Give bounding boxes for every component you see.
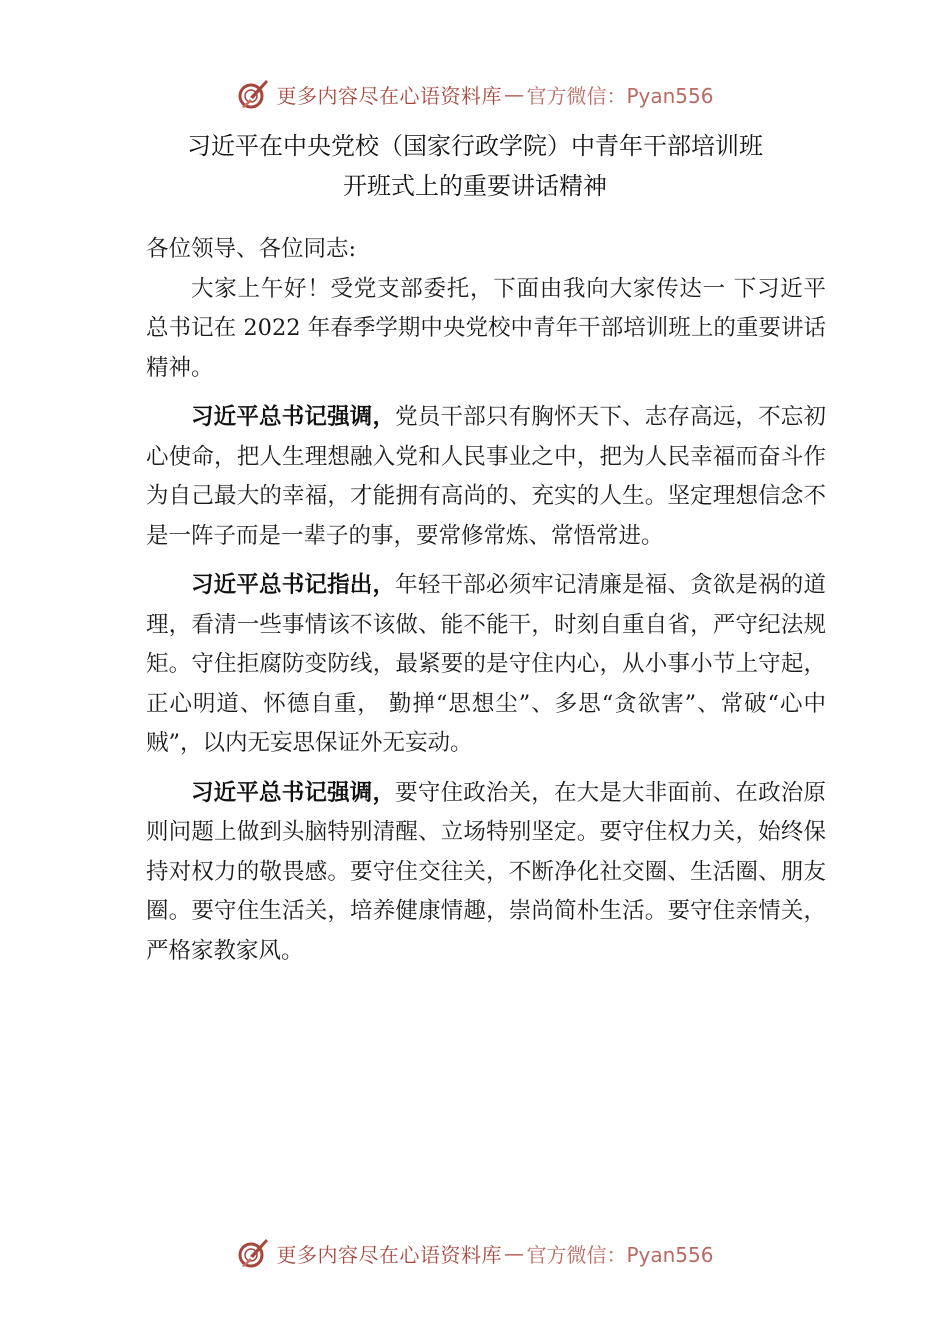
watermark-separator: — bbox=[503, 82, 525, 106]
watermark-separator: — bbox=[503, 1241, 525, 1265]
paragraph-1-text: 大家上午好！受党支部委托，下面由我向大家传达一 下习近平总书记在 2022 年春季学期中央党校中青年干部培训班上的重要讲话精神。 bbox=[146, 275, 826, 381]
watermark-wechat: 官方微信：Pyan556 bbox=[526, 1242, 714, 1267]
paragraph-4-lead: 习近平总书记强调， bbox=[191, 779, 396, 806]
watermark-wechat: 官方微信：Pyan556 bbox=[526, 83, 714, 108]
watermark-text: 更多内容尽在心语资料库 bbox=[276, 1242, 502, 1267]
greeting: 各位领导、各位同志: bbox=[146, 236, 357, 262]
document-body bbox=[146, 230, 826, 971]
document-title-line2: 开班式上的重要讲话精神 bbox=[343, 172, 607, 200]
paragraph-2 bbox=[146, 398, 826, 556]
paragraph-2-text: 党员干部只有胸怀天下、志存高远，不忘初心使命，把人生理想融入党和人民事业之中，把为人民幸福而奋斗作为自己最大的幸福，才能拥有高尚的、充实的人生。坚定理想信念不是一阵子而是一辈子的事，要常修常炼、常悟常进。 bbox=[146, 404, 826, 549]
watermark-text: 更多内容尽在心语资料库 bbox=[276, 83, 502, 108]
watermark-banner-bottom bbox=[0, 1233, 950, 1273]
paragraph-3 bbox=[146, 566, 826, 764]
quill-pen-logo-icon bbox=[236, 77, 270, 111]
paragraph-4-text: 要守住政治关，在大是大非面前、在政治原则问题上做到头脑特别清醒、立场特别坚定。要守住权力关，始终保持对权力的敬畏感。要守住交往关，不断净化社交圈、生活圈、朋友圈。要守住生活关，培养健康情趣，崇尚简朴生活。要守住亲情关，严格家教家风。 bbox=[146, 779, 826, 964]
paragraph-3-lead: 习近平总书记指出， bbox=[191, 572, 396, 598]
watermark-banner-top bbox=[0, 74, 950, 114]
paragraph-1 bbox=[146, 270, 826, 389]
document-title-line1: 习近平在中央党校（国家行政学院）中青年干部培训班 bbox=[187, 132, 763, 160]
paragraph-4 bbox=[146, 774, 826, 972]
paragraph-2-lead: 习近平总书记强调， bbox=[191, 404, 396, 430]
paragraph-3-text: 年轻干部必须牢记清廉是福、贪欲是祸的道理，看清一些事情该不该做、能不能干，时刻自重自省，严守纪法规矩。守住拒腐防变防线，最紧要的是守住内心，从小事小节上守起，正心明道、怀德自重， 勤掸“思想尘”、多思“贪欲害”、常破“心中贼”，以内无妄思保证外无妄动。 bbox=[146, 572, 826, 756]
quill-pen-logo-icon bbox=[236, 1236, 270, 1270]
